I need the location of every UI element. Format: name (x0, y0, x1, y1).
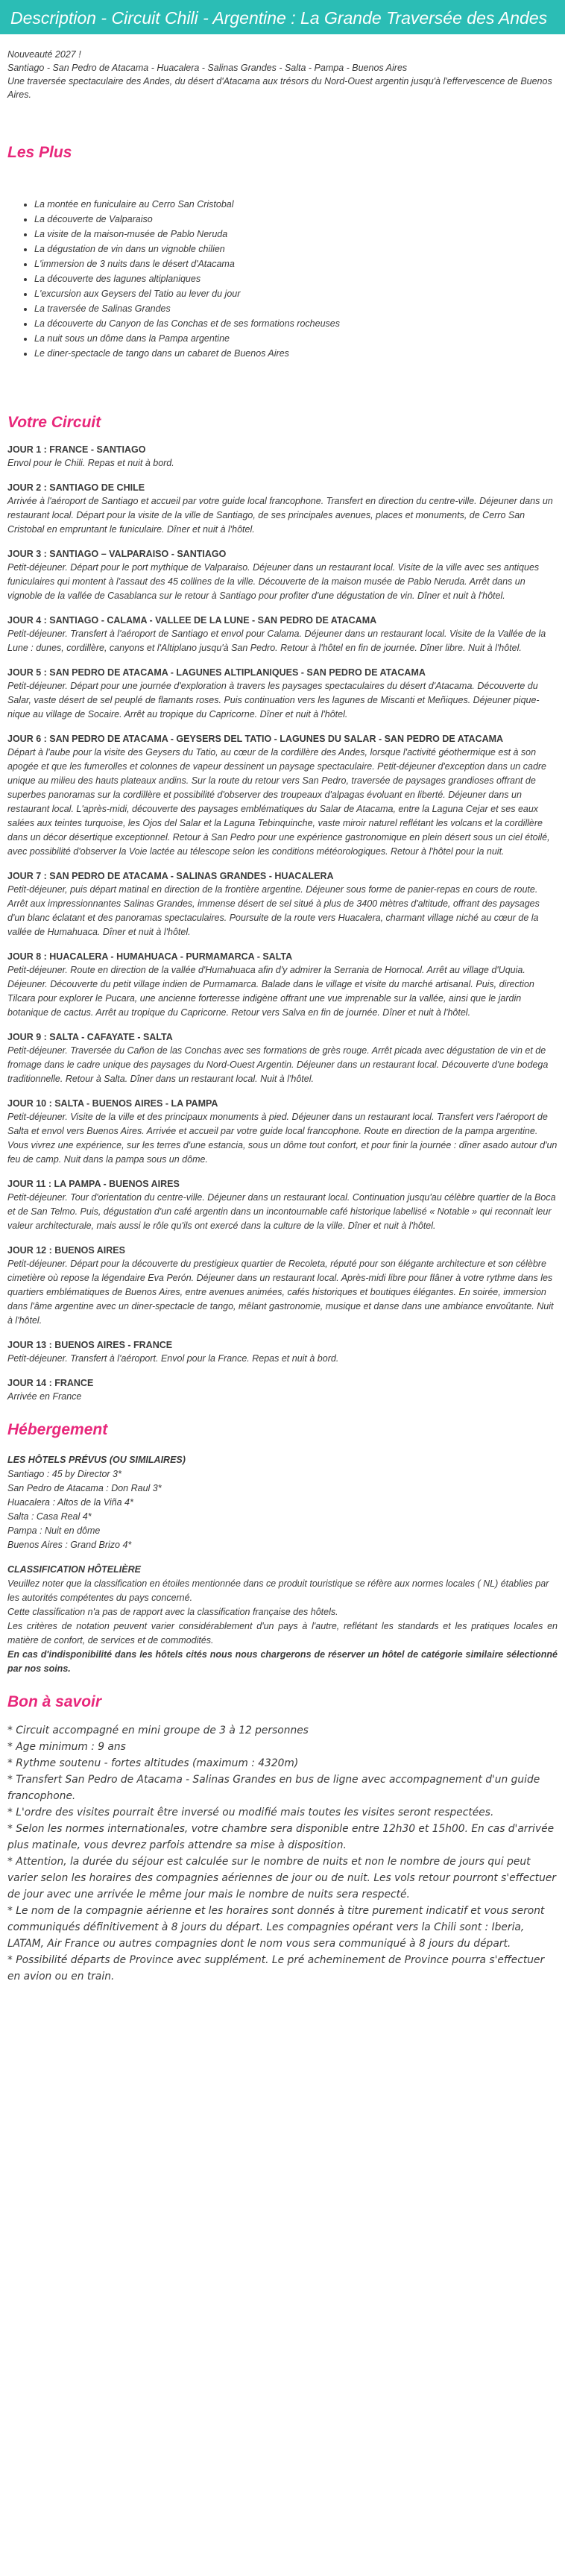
section-title-les-plus: Les Plus (7, 144, 72, 161)
day-description: Petit-déjeuner. Traversée du Cañon de las Conchas avec ses formations de grès rouge. Arrêt picada avec dégustation de vin et de fromage dans le cadre unique des paysages du Nord-Ouest Argentin. Déjeuner dans un restaurant local. Découverte d'une bodega traditionnelle. Retour à Salta. Dîner dans un restaurant local. Nuit à l'hôtel. (7, 1045, 549, 1084)
day-description: Petit-déjeuner. Route en direction de la vallée d'Humahuaca afin d'y admirer la Serrania de Hornocal. Arrêt au village d'Uquia. Déjeuner. Découverte du petit village indien de Purmamarca. Balade dans le village et visite du marché artisanal. Puis, direction Tilcara pour explorer le Pucara, une ancienne forteresse indigène offrant une vue imprenable sur la vallée, ainsi que le jardin botanique de cactus. Arrêt au tropique du Capricorne. Retour vers Salva en fin de journée. Dîner et nuit à l'hôtel. (7, 965, 534, 1018)
note-item: * Age minimum : 9 ans (7, 1741, 126, 1753)
intro (7, 48, 558, 101)
itinerary-day (7, 869, 558, 939)
hotel-item: Buenos Aires : Grand Brizo 4* (7, 1540, 132, 1550)
itinerary (7, 443, 558, 1404)
classification-text: Cette classification n'a pas de rapport avec la classification française des hôtels. (7, 1607, 338, 1617)
intro-route: Santiago - San Pedro de Atacama - Huacalera - Salinas Grandes - Salta - Pampa - Buenos Aires (7, 63, 408, 73)
day-title: JOUR 2 : SANTIAGO DE CHILE (7, 482, 145, 493)
day-title: JOUR 12 : BUENOS AIRES (7, 1245, 125, 1256)
highlight-item: • La visite de la maison-musée de Pablo Neruda (34, 227, 558, 242)
itinerary-day (7, 1030, 558, 1086)
day-title: JOUR 8 : HUACALERA - HUMAHUACA - PURMAMARCA - SALTA (7, 951, 293, 962)
day-description: Arrivée à l'aéroport de Santiago et accueil par votre guide local francophone. Transfert en direction du centre-ville. Déjeuner dans un restaurant local. Départ pour la visite de la ville de Santiago, de ses principales avenues, places et monuments, de Cerro San Cristobal en empruntant le funiculaire. Dîner et nuit à l'hôtel. (7, 496, 553, 535)
day-title: JOUR 3 : SANTIAGO – VALPARAISO - SANTIAGO (7, 549, 227, 559)
highlight-item: • L'excursion aux Geysers del Tatio au lever du jour (34, 286, 558, 301)
notes-list (7, 1722, 558, 1985)
note-item: * Le nom de la compagnie aérienne et les horaires sont donnés à titre purement indicatif et vous seront communiqués définitivement à 8 jours du départ. Les compagnies opérant vers la Chili sont : Iberia, LATAM, Air France ou autres compagnies dont le nom vous sera communiqué à 8 jours du départ. (7, 1905, 545, 1950)
classification-heading: CLASSIFICATION HÔTELIÈRE (7, 1564, 141, 1575)
page-title-banner (0, 0, 565, 34)
itinerary-day (7, 1097, 558, 1167)
day-description: Petit-déjeuner. Départ pour une journée d'exploration à travers les paysages spectaculaires du désert d'Atacama. Découverte du Salar, vaste désert de sel peuplé de flamants roses. Puis continuation vers les lagunes de Miscanti et Meñiques. Déjeuner pique-nique au village de Socaire. Arrêt au tropique du Capricorne. Dîner et nuit à l'hôtel. (7, 681, 540, 719)
itinerary-day (7, 666, 558, 722)
classification-text: Les critères de notation peuvent varier considérablement d'un pays à l'autre, reflétant les standards et les pratiques locales en matière de confort, de services et de commodités. (7, 1621, 558, 1646)
itinerary-day (7, 1244, 558, 1328)
hotels-heading: LES HÔTELS PRÉVUS (OU SIMILAIRES) (7, 1455, 186, 1465)
hotel-item: Pampa : Nuit en dôme (7, 1525, 101, 1536)
note-item: * L'ordre des visites pourrait être inversé ou modifié mais toutes les visites seront respectées. (7, 1807, 494, 1818)
section-title-bon-a-savoir: Bon à savoir (7, 1693, 102, 1710)
highlights-list (7, 197, 558, 361)
highlight-item: • La montée en funiculaire au Cerro San Cristobal (34, 197, 558, 212)
classification-text: Veuillez noter que la classification en étoiles mentionnée dans ce produit touristique se réfère aux normes locales ( NL) établies par les autorités compétentes du pays concerné. (7, 1578, 549, 1603)
day-description: Petit-déjeuner, puis départ matinal en direction de la frontière argentine. Déjeuner sous forme de panier-repas en cours de route. Arrêt aux impressionnantes Salinas Grandes, immense désert de sel situé à plus de 3400 mètres d'altitude, offrant des paysages d'un blanc éclatant et des panoramas spectaculaires. Poursuite de la route vers Huacalera, charmant village niché au cœur de la vallée de Humahuaca. Dîner et nuit à l'hôtel. (7, 884, 540, 937)
page-title: Description - Circuit Chili - Argentine : La Grande Traversée des Andes (10, 8, 548, 28)
itinerary-day (7, 443, 558, 470)
note-item: * Selon les normes internationales, votre chambre sera disponible entre 12h30 et 15h00. En cas d'arrivée plus matinale, vous devrez parfois attendre sa mise à disposition. (7, 1823, 555, 1851)
note-item: * Transfert San Pedro de Atacama - Salinas Grandes en bus de ligne avec accompagnement d'un guide francophone. (7, 1774, 540, 1802)
day-description: Petit-déjeuner. Départ pour le port mythique de Valparaiso. Déjeuner dans un restaurant local. Visite de la ville avec ses antiques funiculaires qui montent à l'assaut des 45 collines de la ville. Découverte de la maison musée de Pablo Neruda. Arrêt dans un vignoble de la vallée de Casablanca sur le retour à Santiago pour profiter d'une dégustation de vin. Dîner et nuit à l'hôtel. (7, 562, 540, 601)
itinerary-day (7, 1338, 558, 1366)
day-description: Départ à l'aube pour la visite des Geysers du Tatio, au cœur de la cordillère des Andes, lorsque l'activité géothermique est à son apogée et que les fumerolles et colonnes de vapeur dessinent un paysage spectaculaire. Petit-déjeuner d'exception dans un cadre unique au milieu des hauts plateaux andins. Sur la route du retour vers San Pedro, traversée de paysages grandioses offrant de superbes panoramas sur la cordillère et possibilité d'observer des troupeaux d'alpagas évoluant en liberté. Déjeuner dans un restaurant local. L'après-midi, découverte des paysages emblématiques du Salar de Atacama, entre la Laguna Cejar et ses eaux salées aux teintes turquoise, les Ojos del Salar et la Laguna Tebinquinche, vaste miroir naturel reflétant les volcans et la cordillère dans un décor désertique exceptionnel. Retour à San Pedro pour une expérience gastronomique en plein désert sous un ciel étoilé, avec possibilité d'observer la Voie lactée au télescope selon les conditions météorologiques. Retour à l'hôtel pour la nuit. (7, 747, 550, 857)
highlight-item: • La dégustation de vin dans un vignoble chilien (34, 242, 558, 256)
section-title-votre-circuit: Votre Circuit (7, 414, 101, 431)
day-title: JOUR 4 : SANTIAGO - CALAMA - VALLEE DE LA LUNE - SAN PEDRO DE ATACAMA (7, 615, 377, 626)
day-title: JOUR 11 : LA PAMPA - BUENOS AIRES (7, 1179, 180, 1189)
hotel-item: San Pedro de Atacama : Don Raul 3* (7, 1483, 162, 1493)
itinerary-day (7, 481, 558, 537)
itinerary-day (7, 1376, 558, 1404)
day-title: JOUR 1 : FRANCE - SANTIAGO (7, 444, 146, 455)
note-item: * Possibilité départs de Province avec supplément. Le pré acheminement de Province pourra s'effectuer en avion ou en train. (7, 1954, 545, 1983)
day-description: Petit-déjeuner. Départ pour la découverte du prestigieux quartier de Recoleta, réputé pour son élégante architecture et son célèbre cimetière où repose la légendaire Eva Perón. Déjeuner dans un restaurant local. Après-midi libre pour flâner à votre rythme dans les quartiers emblématiques de Buenos Aires, entre avenues animées, cafés historiques et boutiques élégantes. En soirée, immersion dans l'âme argentine avec un diner-spectacle de tango, mêlant gastronomie, musique et danse dans une ambiance envoûtante. Nuit à l'hôtel. (7, 1259, 554, 1326)
hotel-item: Santiago : 45 by Director 3* (7, 1469, 121, 1479)
hotels-list (7, 1467, 558, 1552)
highlight-item: • La découverte des lagunes altiplaniques (34, 271, 558, 286)
highlight-item: • L'immersion de 3 nuits dans le désert d'Atacama (34, 256, 558, 271)
highlight-item: • Le diner-spectacle de tango dans un cabaret de Buenos Aires (34, 346, 558, 361)
highlight-item: • La découverte de Valparaiso (34, 212, 558, 227)
day-title: JOUR 9 : SALTA - CAFAYATE - SALTA (7, 1032, 173, 1042)
day-description: Petit-déjeuner. Tour d'orientation du centre-ville. Déjeuner dans un restaurant local. Continuation jusqu'au célèbre quartier de la Boca et de San Telmo. Puis, dégustation d'un café argentin dans un incontournable café historique labellisé « Notable » qui reconnait leur valeur architecturale, mais aussi le rôle qu'ils ont exercé dans la culture de la ville. Dîner et nuit à l'hôtel. (7, 1192, 556, 1231)
note-item: * Circuit accompagné en mini groupe de 3 à 12 personnes (7, 1725, 309, 1736)
day-title: JOUR 6 : SAN PEDRO DE ATACAMA - GEYSERS DEL TATIO - LAGUNES DU SALAR - SAN PEDRO DE ATACAMA (7, 734, 504, 744)
itinerary-day (7, 950, 558, 1020)
note-item: * Attention, la durée du séjour est calculée sur le nombre de nuits et non le nombre de jours qui peut varier selon les horaires des compagnies aériennes de jour ou de nuit. Les vols retour pourront s'effectuer de jour avec une arrivée le même jour mais le nombre de nuits sera respecté. (7, 1856, 556, 1900)
day-title: JOUR 5 : SAN PEDRO DE ATACAMA - LAGUNES ALTIPLANIQUES - SAN PEDRO DE ATACAMA (7, 667, 426, 678)
hotel-item: Huacalera : Altos de la Viña 4* (7, 1497, 133, 1508)
day-title: JOUR 13 : BUENOS AIRES - FRANCE (7, 1340, 173, 1350)
highlight-item: • La nuit sous un dôme dans la Pampa argentine (34, 331, 558, 346)
classification-notice: En cas d'indisponibilité dans les hôtels cités nous nous chargerons de réserver un hôtel de catégorie similaire sélectionné par nos soins. (7, 1649, 558, 1674)
note-item: * Rythme soutenu - fortes altitudes (maximum : 4320m) (7, 1757, 299, 1769)
intro-description: Une traversée spectaculaire des Andes, du désert d'Atacama aux trésors du Nord-Ouest argentin jusqu'à l'effervescence de Buenos Aires. (7, 76, 552, 100)
day-description: Petit-déjeuner. Visite de la ville et des principaux monuments à pied. Déjeuner dans un restaurant local. Transfert vers l'aéroport de Salta et envol vers Buenos Aires. Arrivée et accueil par votre guide local francophone. Route en direction de la pampa argentine. Vous vivrez une expérience, sur les terres d'une estancia, sous un dôme tout confort, et pour finir la journée : dîner asado autour d'un feu de camp. Nuit dans la pampa sous un dôme. (7, 1112, 558, 1165)
hotel-item: Salta : Casa Real 4* (7, 1511, 92, 1522)
section-title-hebergement: Hébergement (7, 1421, 108, 1438)
day-description: Arrivée en France (7, 1391, 82, 1402)
itinerary-day (7, 1177, 558, 1233)
day-title: JOUR 10 : SALTA - BUENOS AIRES - LA PAMPA (7, 1098, 218, 1109)
day-title: JOUR 14 : FRANCE (7, 1378, 94, 1388)
itinerary-day (7, 614, 558, 655)
day-title: JOUR 7 : SAN PEDRO DE ATACAMA - SALINAS GRANDES - HUACALERA (7, 871, 334, 881)
day-description: Petit-déjeuner. Transfert à l'aéroport. Envol pour la France. Repas et nuit à bord. (7, 1353, 339, 1364)
itinerary-day (7, 732, 558, 859)
day-description: Envol pour le Chili. Repas et nuit à bord. (7, 458, 174, 468)
highlight-item: • La découverte du Canyon de las Conchas et de ses formations rocheuses (34, 316, 558, 331)
itinerary-day (7, 547, 558, 603)
highlight-item: • La traversée de Salinas Grandes (34, 301, 558, 316)
day-description: Petit-déjeuner. Transfert à l'aéroport de Santiago et envol pour Calama. Déjeuner dans un restaurant local. Visite de la Vallée de la Lune : dunes, cordillère, canyons et l'Altiplano jusqu'à San Pedro. Retour à l'hôtel en fin de journée. Dîner libre. Nuit à l'hôtel. (7, 629, 546, 653)
intro-new-label: Nouveauté 2027 ! (7, 49, 81, 60)
